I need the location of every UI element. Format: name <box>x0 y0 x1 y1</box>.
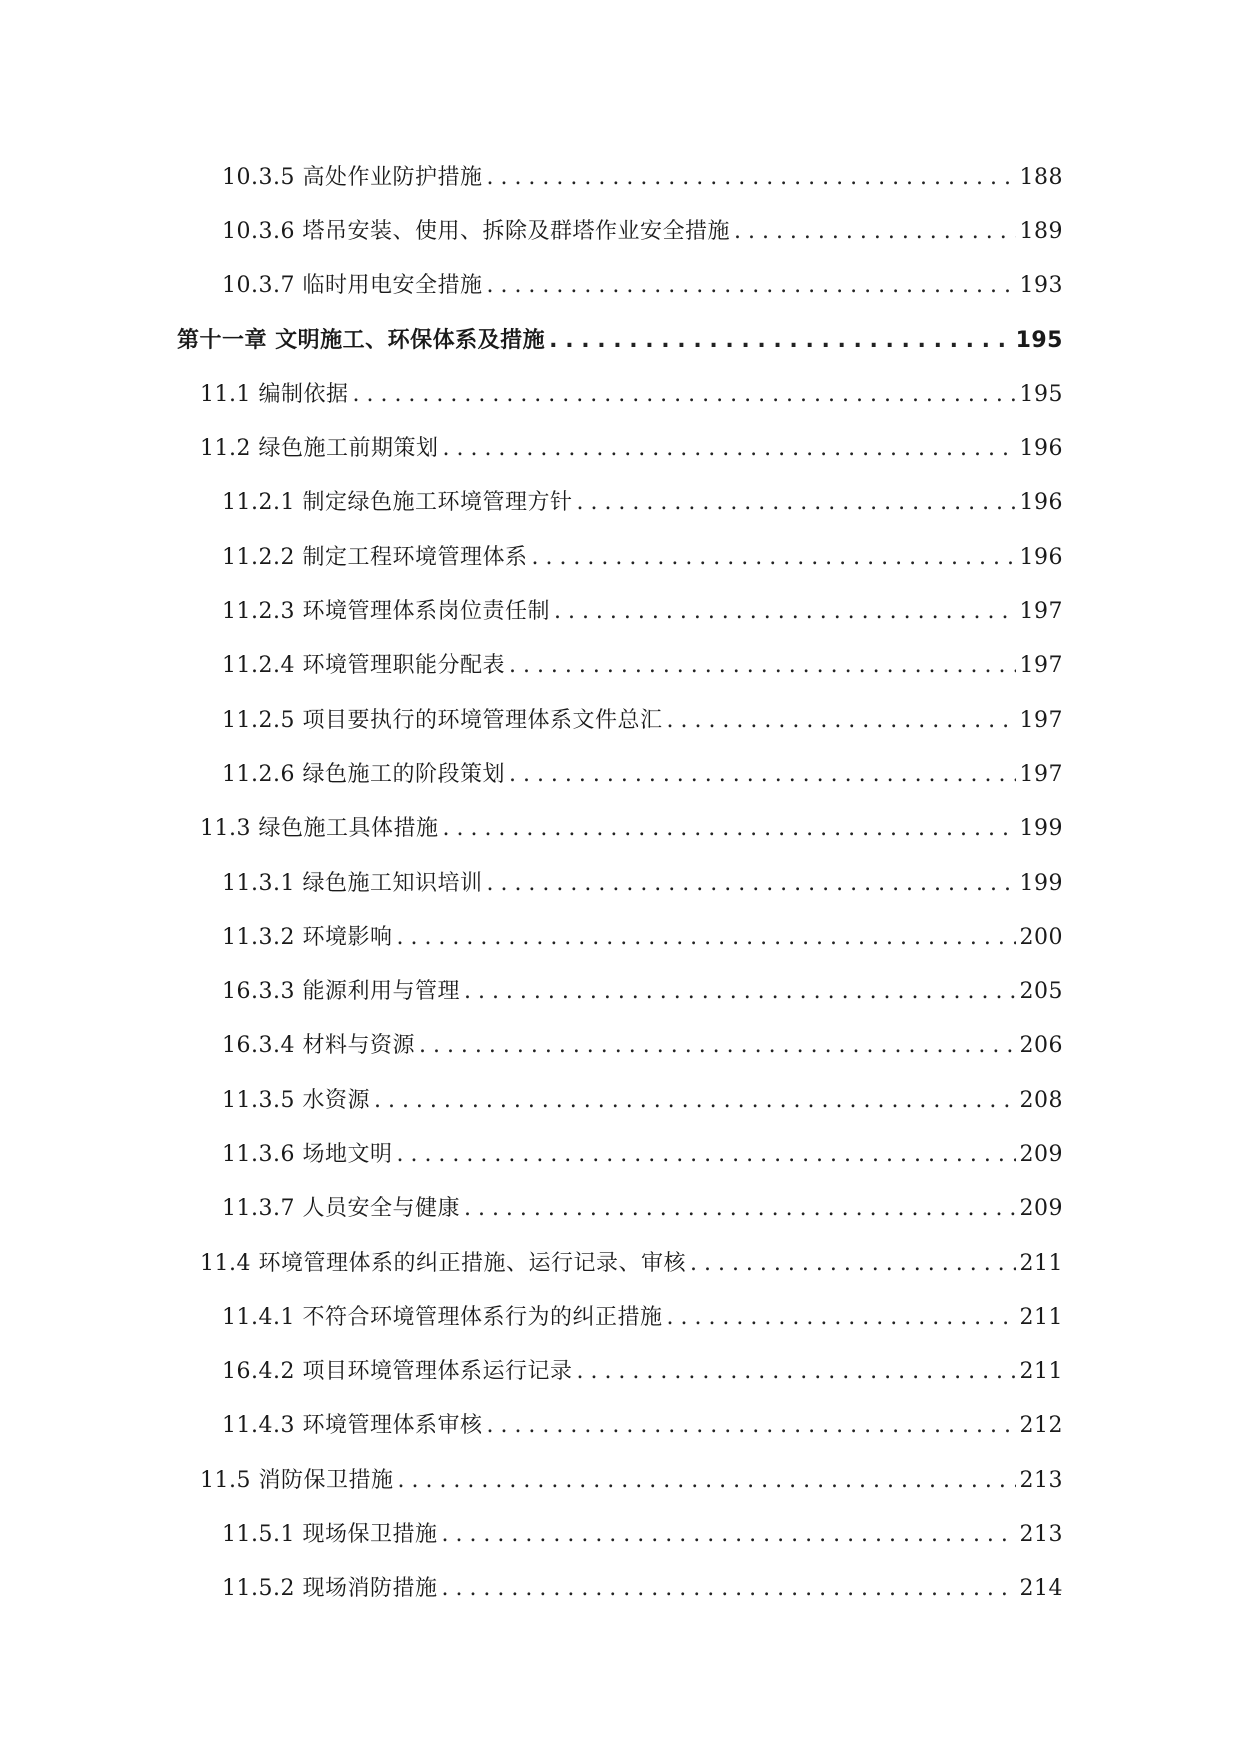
toc-leader-dots <box>690 1251 1016 1276</box>
toc-entry[interactable] <box>0 800 1241 854</box>
toc-entry-title: 第十一章 文明施工、环保体系及措施 <box>177 327 546 353</box>
toc-leader-dots <box>549 328 1011 353</box>
toc-entry-title: 11.3.6 场地文明 <box>222 1141 393 1167</box>
toc-leader-dots <box>576 1359 1015 1384</box>
toc-leader-dots <box>441 1522 1015 1547</box>
toc-page-number: 197 <box>1019 707 1063 733</box>
toc-page-number: 208 <box>1019 1087 1063 1113</box>
toc-page-number: 211 <box>1019 1250 1063 1276</box>
toc-page-number: 199 <box>1019 870 1063 896</box>
toc-leader-dots <box>531 545 1015 570</box>
toc-entry-title: 11.5 消防保卫措施 <box>200 1467 394 1493</box>
toc-leader-dots <box>509 762 1016 787</box>
toc-chapter-entry[interactable] <box>0 311 1241 365</box>
toc-entry[interactable] <box>0 1234 1241 1288</box>
toc-entry[interactable] <box>0 691 1241 745</box>
toc-page-number: 211 <box>1019 1304 1063 1330</box>
toc-page-number: 214 <box>1019 1576 1063 1602</box>
toc-page-number: 200 <box>1019 924 1063 950</box>
toc-page-number: 196 <box>1019 436 1063 462</box>
toc-page-number: 212 <box>1019 1413 1063 1439</box>
toc-entry[interactable] <box>0 474 1241 528</box>
toc-entry-title: 11.2.6 绿色施工的阶段策划 <box>222 761 505 787</box>
toc-page-number: 197 <box>1019 599 1063 625</box>
toc-entry-title: 11.5.2 现场消防措施 <box>222 1576 438 1602</box>
toc-entry-title: 11.2.3 环境管理体系岗位责任制 <box>222 599 550 625</box>
toc-page-number: 195 <box>1015 327 1063 353</box>
toc-entry-title: 11.4 环境管理体系的纠正措施、运行记录、审核 <box>200 1250 686 1276</box>
toc-entry[interactable] <box>0 962 1241 1016</box>
toc-leader-dots <box>486 273 1015 298</box>
toc-entry[interactable] <box>0 1017 1241 1071</box>
toc-leader-dots <box>396 925 1015 950</box>
toc-entry-title: 11.3.7 人员安全与健康 <box>222 1196 460 1222</box>
toc-page-number: 209 <box>1019 1141 1063 1167</box>
toc-entry-title: 11.4.1 不符合环境管理体系行为的纠正措施 <box>222 1304 663 1330</box>
toc-entry[interactable] <box>0 1343 1241 1397</box>
toc-entry[interactable] <box>0 1125 1241 1179</box>
toc-leader-dots <box>442 436 1015 461</box>
toc-page-number: 197 <box>1019 761 1063 787</box>
toc-page-number: 195 <box>1019 381 1063 407</box>
toc-entry-title: 11.4.3 环境管理体系审核 <box>222 1413 483 1439</box>
toc-leader-dots <box>397 1468 1015 1493</box>
toc-entry[interactable] <box>0 1560 1241 1614</box>
toc-entry-title: 10.3.7 临时用电安全措施 <box>222 273 483 299</box>
toc-entry-title: 11.2.2 制定工程环境管理体系 <box>222 544 528 570</box>
toc-entry-title: 10.3.5 高处作业防护措施 <box>222 164 483 190</box>
toc-leader-dots <box>486 871 1015 896</box>
toc-page-number: 189 <box>1019 218 1063 244</box>
toc-page-number: 213 <box>1019 1467 1063 1493</box>
toc-page-number: 196 <box>1019 490 1063 516</box>
toc-entry-title: 11.3.5 水资源 <box>222 1087 370 1113</box>
toc-leader-dots <box>554 599 1016 624</box>
toc-page-number: 197 <box>1019 653 1063 679</box>
toc-entry[interactable] <box>0 1505 1241 1559</box>
toc-page-number: 199 <box>1019 816 1063 842</box>
toc-page-number: 205 <box>1019 979 1063 1005</box>
toc-entry-title: 11.1 编制依据 <box>200 381 349 407</box>
toc-leader-dots <box>486 165 1015 190</box>
toc-entry[interactable] <box>0 745 1241 799</box>
toc-entry[interactable] <box>0 1180 1241 1234</box>
toc-page-number: 213 <box>1019 1522 1063 1548</box>
toc-page-number: 193 <box>1019 273 1063 299</box>
toc-entry[interactable] <box>0 582 1241 636</box>
toc-leader-dots <box>734 219 1016 244</box>
toc-leader-dots <box>374 1088 1016 1113</box>
toc-entry[interactable] <box>0 854 1241 908</box>
toc-entry-title: 11.5.1 现场保卫措施 <box>222 1522 438 1548</box>
toc-entry[interactable] <box>0 365 1241 419</box>
toc-leader-dots <box>509 653 1016 678</box>
toc-leader-dots <box>486 1413 1015 1438</box>
toc-entry-title: 11.2.5 项目要执行的环境管理体系文件总汇 <box>222 707 663 733</box>
toc-entry-title: 11.2.4 环境管理职能分配表 <box>222 653 505 679</box>
toc-entry-title: 10.3.6 塔吊安装、使用、拆除及群塔作业安全措施 <box>222 218 730 244</box>
toc-leader-dots <box>442 816 1015 841</box>
toc-entry[interactable] <box>0 1071 1241 1125</box>
toc-entry[interactable] <box>0 1397 1241 1451</box>
toc-page-number: 188 <box>1019 164 1063 190</box>
toc-entry-title: 11.3.1 绿色施工知识培训 <box>222 870 483 896</box>
toc-leader-dots <box>666 1305 1015 1330</box>
toc-entry-title: 11.2.1 制定绿色施工环境管理方针 <box>222 490 573 516</box>
toc-entry[interactable] <box>0 908 1241 962</box>
toc-leader-dots <box>419 1033 1016 1058</box>
toc-page-number: 206 <box>1019 1033 1063 1059</box>
toc-entry-title: 16.3.3 能源利用与管理 <box>222 979 460 1005</box>
toc-entry-title: 16.4.2 项目环境管理体系运行记录 <box>222 1359 573 1385</box>
toc-leader-dots <box>352 382 1015 407</box>
toc-entry[interactable] <box>0 257 1241 311</box>
toc-page-number: 196 <box>1019 544 1063 570</box>
toc-leader-dots <box>464 1196 1016 1221</box>
toc-entry-title: 11.3 绿色施工具体措施 <box>200 816 439 842</box>
table-of-contents <box>0 148 1241 1614</box>
toc-entry[interactable] <box>0 637 1241 691</box>
toc-leader-dots <box>441 1576 1015 1601</box>
toc-leader-dots <box>576 490 1015 515</box>
toc-entry-title: 11.2 绿色施工前期策划 <box>200 436 439 462</box>
toc-entry[interactable] <box>0 202 1241 256</box>
toc-entry[interactable] <box>0 1451 1241 1505</box>
toc-leader-dots <box>396 1142 1015 1167</box>
toc-entry[interactable] <box>0 1288 1241 1342</box>
toc-page-number: 211 <box>1019 1359 1063 1385</box>
toc-entry[interactable] <box>0 148 1241 202</box>
toc-entry[interactable] <box>0 419 1241 473</box>
toc-entry-title: 11.3.2 环境影响 <box>222 924 393 950</box>
toc-entry-title: 16.3.4 材料与资源 <box>222 1033 415 1059</box>
toc-entry[interactable] <box>0 528 1241 582</box>
toc-page-number: 209 <box>1019 1196 1063 1222</box>
toc-leader-dots <box>464 979 1016 1004</box>
toc-leader-dots <box>666 708 1015 733</box>
